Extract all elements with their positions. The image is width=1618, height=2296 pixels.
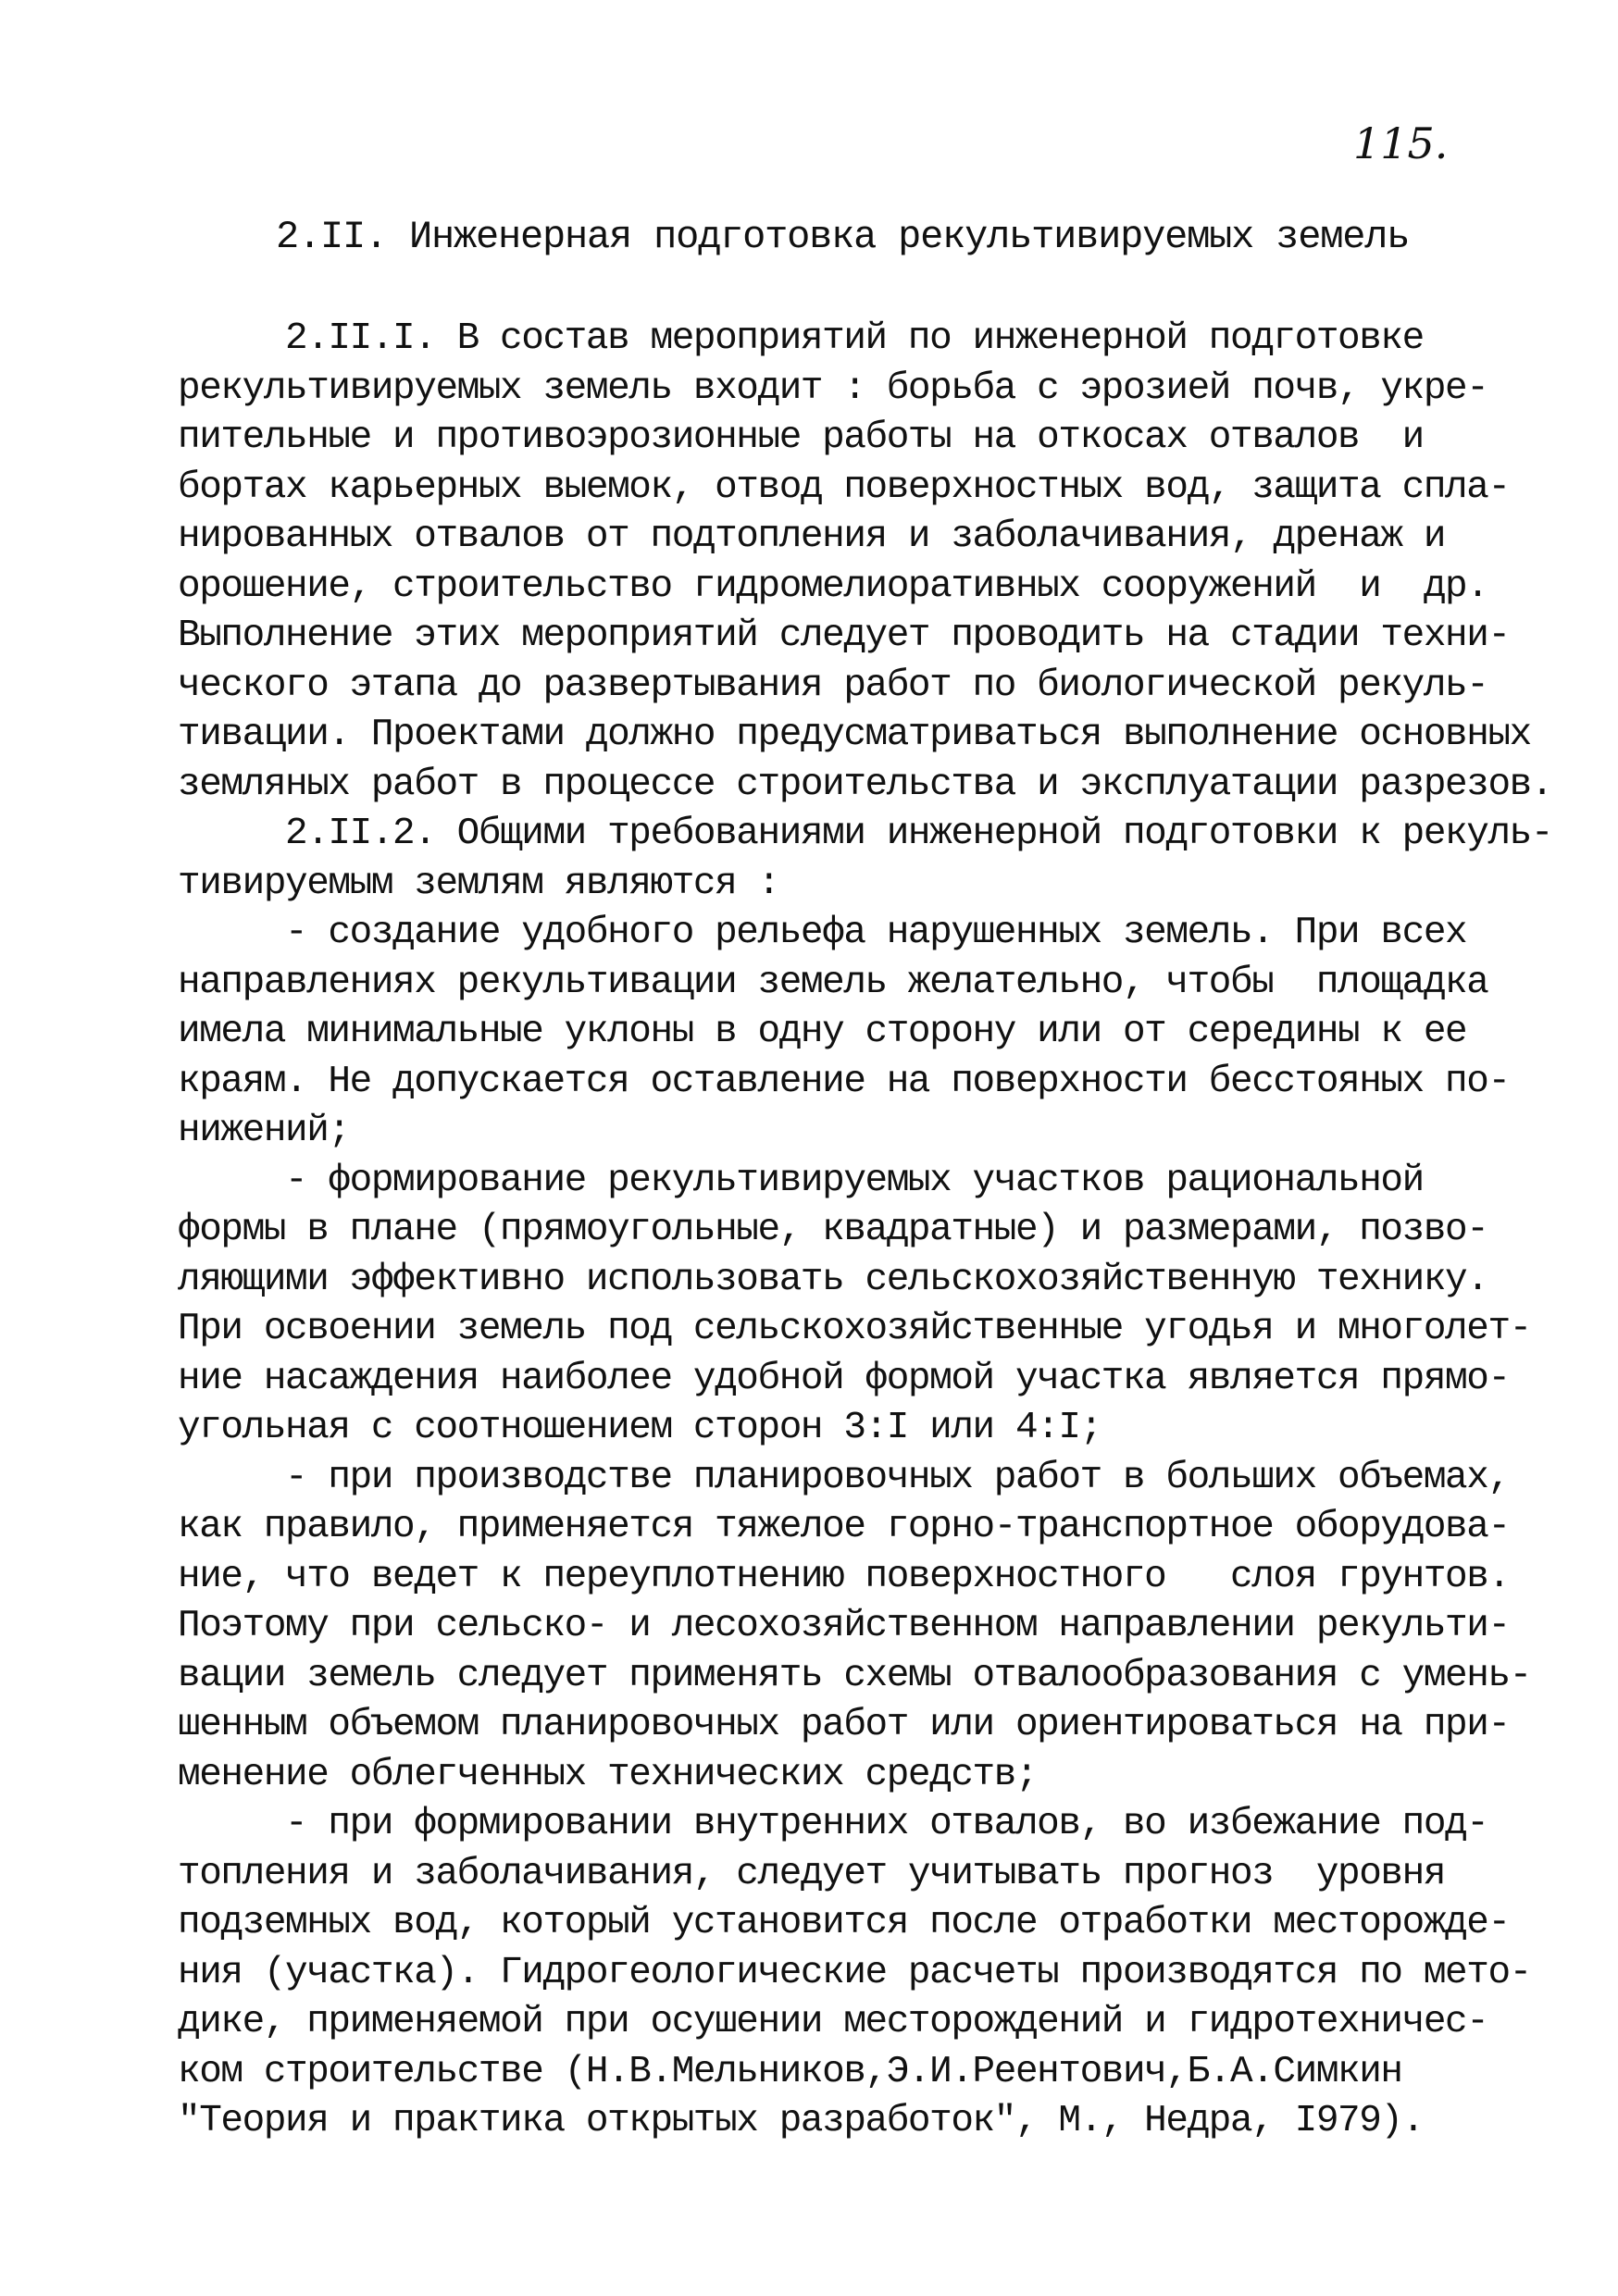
text-line: Поэтому при сельско- и лесохозяйственном направлении рекульти-	[178, 1605, 1510, 1647]
text-line: менение облегченных технических средств;	[178, 1753, 1038, 1796]
text-line: краям. Не допускается оставление на поверхности бесстояных по-	[178, 1060, 1510, 1103]
text-line: нижений;	[178, 1110, 350, 1152]
text-line: тивации. Проектами должно предусматриваться выполнение основных	[178, 714, 1531, 756]
text-line: Выполнение этих мероприятий следует проводить на стадии техни-	[178, 614, 1510, 657]
page-number: 115.	[1353, 118, 1449, 168]
text-line: ляющими эффективно использовать сельскохозяйственную технику.	[178, 1258, 1488, 1301]
text-line: - формирование рекультивируемых участков рациональной	[178, 1159, 1424, 1202]
text-line: - создание удобного рельефа нарушенных земель. При всех	[178, 912, 1467, 954]
text-line: ком строительстве (Н.В.Мельников,Э.И.Реентович,Б.А.Симкин	[178, 2050, 1402, 2093]
text-line: 2.II.2. Общими требованиями инженерной подготовки к рекуль-	[178, 813, 1553, 855]
text-line: При освоении земель под сельскохозяйственные угодья и многолет-	[178, 1308, 1531, 1350]
body-text	[178, 315, 1553, 2147]
text-line: ние, что ведет к переуплотнению поверхностного слоя грунтов.	[178, 1555, 1510, 1598]
section-heading: 2.II. Инженерная подготовка рекультивируемых земель	[276, 215, 1410, 259]
text-line: - при производстве планировочных работ в больших объемах,	[178, 1456, 1510, 1499]
text-line: как правило, применяется тяжелое горно-транспортное оборудова-	[178, 1506, 1510, 1548]
text-line: формы в плане (прямоугольные, квадратные) и размерами, позво-	[178, 1209, 1488, 1251]
text-line: пительные и противоэрозионные работы на откосах отвалов и	[178, 416, 1424, 459]
text-line: "Теория и практика открытых разработок", М., Недра, I979).	[178, 2100, 1424, 2142]
text-line: ния (участка). Гидрогеологические расчеты производятся по мето-	[178, 1951, 1531, 1994]
text-line: бортах карьерных выемок, отвод поверхностных вод, защита спла-	[178, 465, 1510, 509]
text-line: ние насаждения наиболее удобной формой участка является прямо-	[178, 1357, 1510, 1400]
text-line: 2.II.I. В состав мероприятий по инженерной подготовке	[178, 317, 1424, 360]
text-line: угольная с соотношением сторон 3:I или 4:I;	[178, 1407, 1101, 1449]
text-line: подземных вод, который установится после отработки месторожде-	[178, 1902, 1510, 1944]
text-line: орошение, строительство гидромелиоративных сооружений и др.	[178, 565, 1488, 608]
text-line: рекультивируемых земель входит : борьба с эрозией почв, укре-	[178, 366, 1488, 410]
text-line: дике, применяемой при осушении месторождений и гидротехничес-	[178, 2001, 1488, 2043]
text-line: тивируемым землям являются :	[178, 862, 779, 905]
text-line: топления и заболачивания, следует учитывать прогноз уровня	[178, 1852, 1446, 1895]
text-line: имела минимальные уклоны в одну сторону или от середины к ее	[178, 1011, 1467, 1053]
text-line: шенным объемом планировочных работ или ориентироваться на при-	[178, 1704, 1510, 1746]
text-line: вации земель следует применять схемы отвалообразования с умень-	[178, 1654, 1531, 1697]
text-line: направлениях рекультивации земель желательно, чтобы площадка	[178, 961, 1488, 1004]
text-line: земляных работ в процессе строительства и эксплуатации разрезов.	[178, 763, 1553, 806]
text-line: - при формировании внутренних отвалов, во избежание под-	[178, 1803, 1488, 1845]
text-line: ческого этапа до развертывания работ по биологической рекуль-	[178, 664, 1488, 707]
text-line: нированных отвалов от подтопления и заболачивания, дренаж и	[178, 515, 1446, 558]
